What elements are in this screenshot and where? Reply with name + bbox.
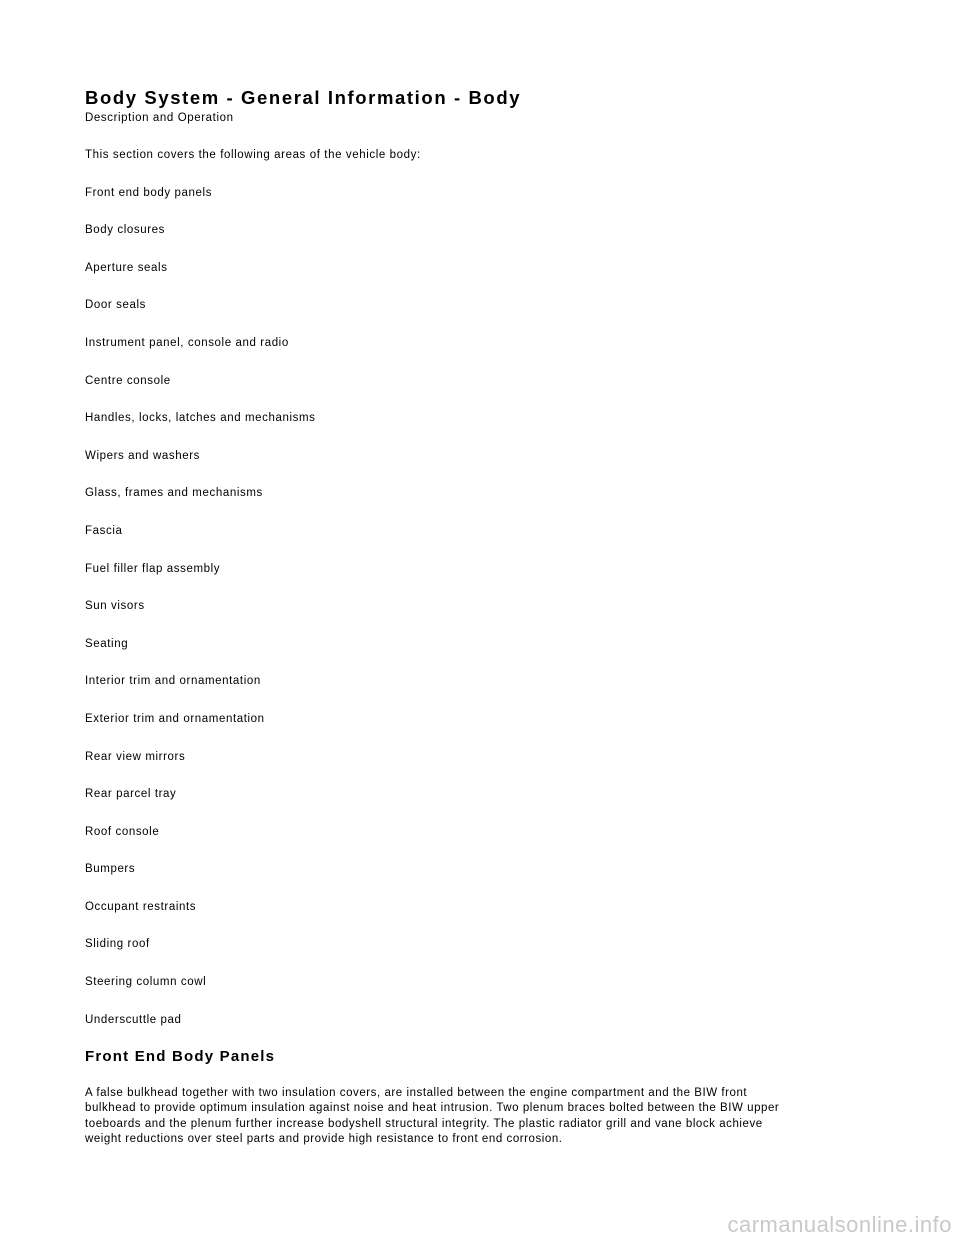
- list-item: Sliding roof: [85, 938, 150, 951]
- list-item: Sun visors: [85, 600, 145, 613]
- list-item: Seating: [85, 637, 129, 650]
- paragraph-line: toeboards and the plenum further increase bodyshell structural integrity. The plastic radiator grill and vane block achieve: [85, 1117, 763, 1130]
- list-item: Fuel filler flap assembly: [85, 562, 221, 575]
- list-item: Handles, locks, latches and mechanisms: [85, 412, 316, 425]
- list-item: Front end body panels: [85, 186, 213, 199]
- list-item: Aperture seals: [85, 261, 168, 274]
- body-areas-list: [85, 185, 885, 1028]
- section-heading: Front End Body Panels: [85, 1047, 276, 1065]
- page-title: Body System - General Information - Body: [85, 87, 522, 108]
- list-item: Exterior trim and ornamentation: [85, 712, 265, 725]
- list-item: Occupant restraints: [85, 900, 197, 913]
- list-item: Steering column cowl: [85, 976, 207, 989]
- list-item: Wipers and washers: [85, 449, 200, 462]
- list-item: Instrument panel, console and radio: [85, 336, 289, 349]
- list-item: Bumpers: [85, 863, 136, 876]
- page-subtitle: Description and Operation: [85, 112, 234, 124]
- list-item: Roof console: [85, 825, 160, 838]
- watermark-link[interactable]: carmanualsonline.info: [727, 1212, 952, 1237]
- paragraph-line: weight reductions over steel parts and provide high resistance to front end corrosion.: [85, 1133, 563, 1146]
- paragraph-line: A false bulkhead together with two insulation covers, are installed between the engine compartment and the BIW front: [85, 1086, 748, 1099]
- list-item: Rear parcel tray: [85, 788, 177, 801]
- list-item: Rear view mirrors: [85, 750, 186, 763]
- list-item: Interior trim and ornamentation: [85, 675, 261, 688]
- document-page: [85, 86, 885, 1148]
- section-paragraph: [85, 1086, 885, 1148]
- list-item: Fascia: [85, 524, 123, 537]
- intro-text: This section covers the following areas of the vehicle body:: [85, 149, 421, 161]
- list-item: Glass, frames and mechanisms: [85, 487, 263, 500]
- list-item: Door seals: [85, 299, 146, 312]
- list-item: Underscuttle pad: [85, 1013, 182, 1026]
- list-item: Centre console: [85, 374, 171, 387]
- list-item: Body closures: [85, 224, 166, 237]
- paragraph-line: bulkhead to provide optimum insulation against noise and heat intrusion. Two plenum braces bolted between the BIW upper: [85, 1102, 780, 1115]
